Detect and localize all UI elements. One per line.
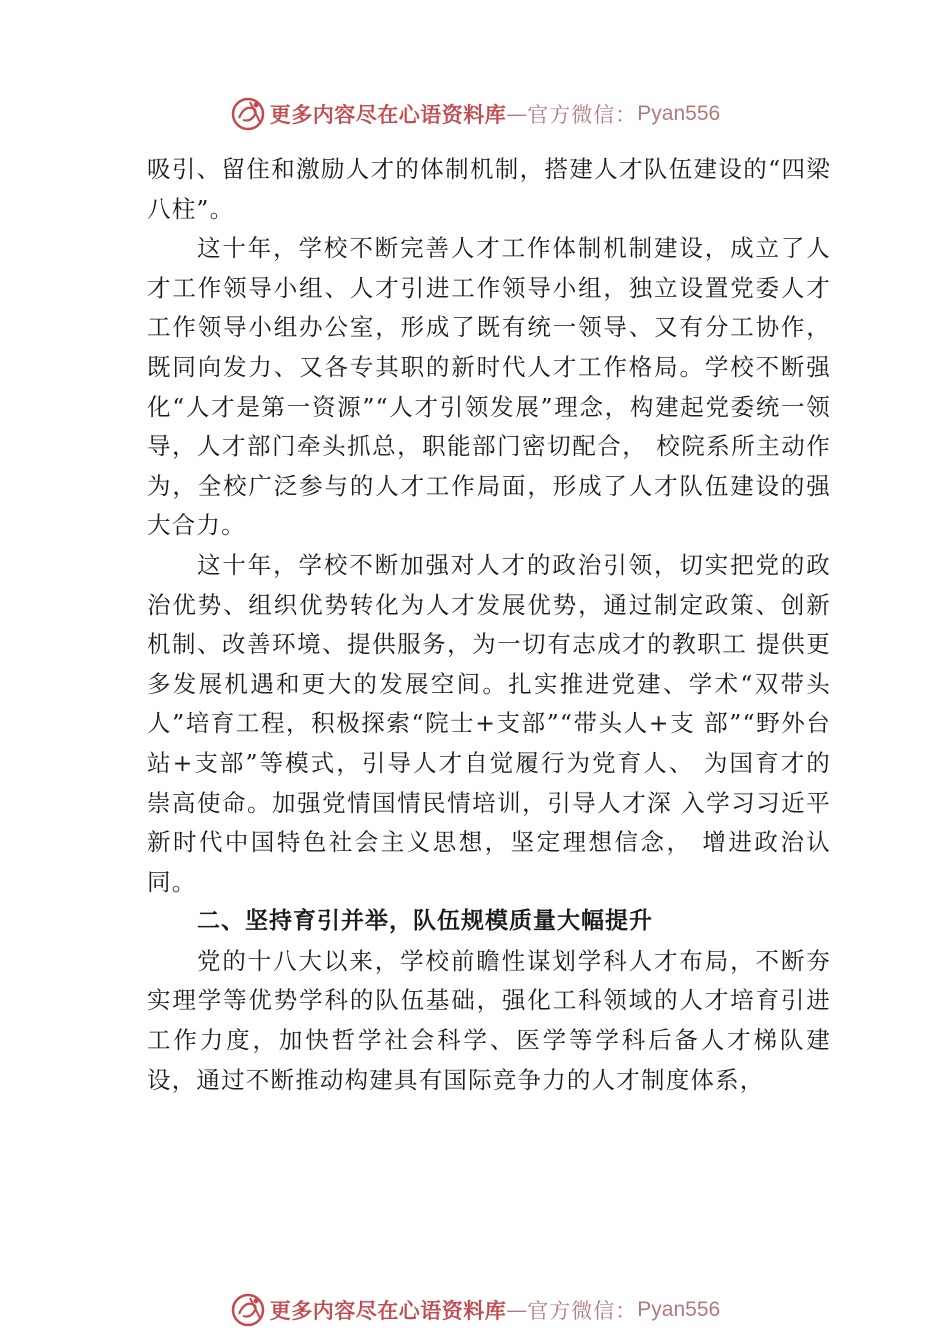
footer-banner	[0, 1290, 950, 1330]
paragraph: 这十年，学校不断加强对人才的政治引领，切实把党的政治优势、组织优势转化为人才发展优势，通过制定政策、创新机制、改善环境、提供服务，为一切有志成才的教职工 提供更多发展机遇和更大的发展空间。扎实推进党建、学术“双带头人”培育工程，积极探索“院士+支部”“带头人+支 部”“野外台站+支部”等模式，引导人才自觉履行为党育人、 为国育才的崇高使命。加强党情国情民情培训，引导人才深 入学习习近平新时代中国特色社会主义思想，坚定理想信念， 增进政治认同。	[147, 550, 831, 896]
banner-title: 更多内容尽在心语资料库	[269, 1298, 507, 1323]
paragraph: 党的十八大以来，学校前瞻性谋划学科人才布局，不断夯实理学等优势学科的队伍基础，强化工科领域的人才培育引进工作力度，加快哲学社会科学、医学等学科后备人才梯队建设，通过不断推动构建具有国际竞争力的人才制度体系，	[147, 946, 831, 1094]
logo-icon	[230, 96, 266, 132]
header-banner	[0, 94, 950, 134]
banner-wechat-id: Pyan556	[637, 1298, 721, 1321]
paragraph: 吸引、留住和激励人才的体制机制，搭建人才队伍建设的“四梁八柱”。	[147, 155, 831, 223]
logo-icon	[230, 1292, 266, 1328]
document-body	[147, 150, 831, 1100]
paragraph: 这十年，学校不断完善人才工作体制机制建设，成立了人才工作领导小组、人才引进工作领导小组，独立设置党委人才工作领导小组办公室，形成了既有统一领导、又有分工协作，既同向发力、又各专其职的新时代人才工作格局。学校不断强化“人才是第一资源”“人才引领发展”理念，构建起党委统一领导，人才部门牵头抓总，职能部门密切配合， 校院系所主动作为，全校广泛参与的人才工作局面，形成了人才队伍建设的强大合力。	[147, 234, 831, 540]
section-heading: 二、坚持育引并举，队伍规模质量大幅提升	[197, 908, 653, 935]
banner-separator: —	[506, 1298, 528, 1322]
banner-separator: —	[506, 102, 528, 126]
banner-wechat-label: 官方微信：	[527, 103, 638, 127]
banner-title: 更多内容尽在心语资料库	[269, 102, 507, 127]
banner-wechat-label: 官方微信：	[527, 1299, 638, 1323]
banner-wechat-id: Pyan556	[637, 102, 721, 125]
